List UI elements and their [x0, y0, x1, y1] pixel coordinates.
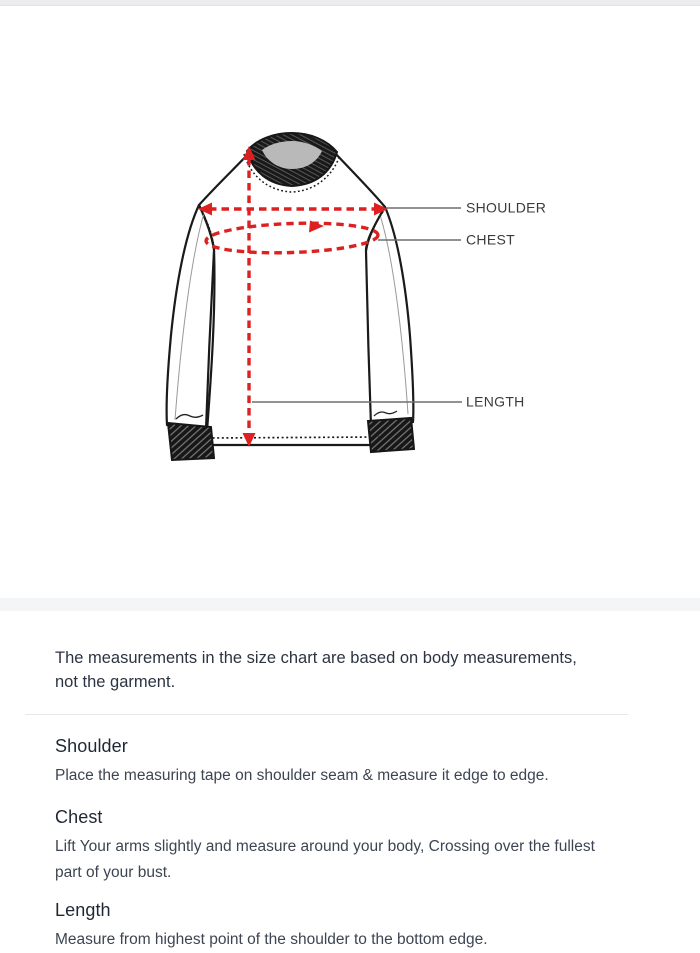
section-length-description: Measure from highest point of the shoulder to the bottom edge.: [55, 931, 488, 948]
section-length-title: Length: [55, 900, 111, 920]
chest-label: CHEST: [466, 231, 515, 248]
shoulder-label: SHOULDER: [466, 199, 547, 216]
divider-line: [25, 714, 628, 715]
section-chest-description: Lift Your arms slightly and measure around your body, Crossing over the fullest part of your bust.: [55, 838, 595, 881]
garment-body: [199, 151, 385, 445]
section-length: [55, 900, 623, 953]
section-shoulder-title: Shoulder: [55, 736, 128, 756]
right-cuff: [368, 418, 414, 452]
note-text: [55, 646, 625, 694]
section-chest: [55, 807, 623, 886]
note-line-1: The measurements in the size chart are based on body measurements,: [55, 649, 577, 667]
section-chest-title: Chest: [55, 807, 103, 827]
section-shoulder-description: Place the measuring tape on shoulder seam & measure it edge to edge.: [55, 767, 549, 784]
length-label: LENGTH: [466, 393, 525, 410]
section-shoulder: [55, 736, 623, 789]
section-divider-band: [0, 598, 700, 611]
note-line-2: not the garment.: [55, 673, 176, 691]
left-cuff: [168, 423, 214, 460]
